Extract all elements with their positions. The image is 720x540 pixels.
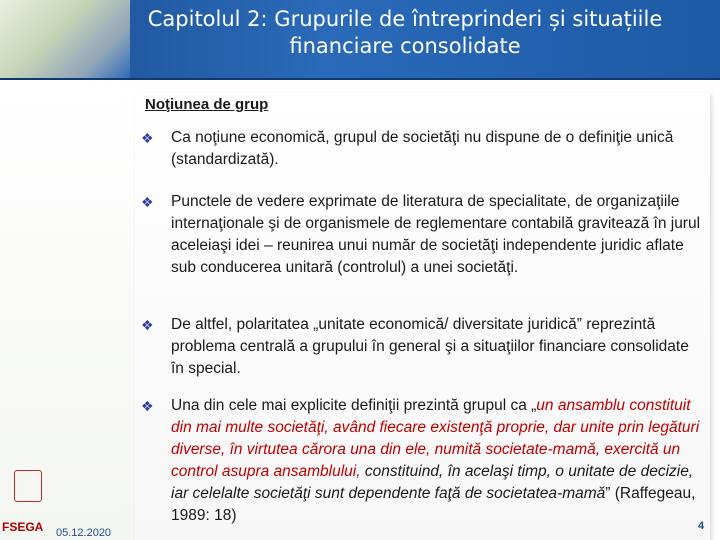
definition-citation: ” (Raffegeau, 1989: 18) xyxy=(171,485,696,524)
section-subtitle: Noţiunea de grup xyxy=(145,96,269,113)
bullet-item-1 xyxy=(141,127,701,171)
bullet-text-2: Punctele de vedere exprimate de literatura de specialitate, de organizaţiile internaţionale şi de organismele de reglementare contabilă gravitează în jurul aceleiaşi idei – reunirea unui număr de societăţi independente juridic aflate sub conducerea unitară (controlul) a unei societăţi. xyxy=(171,193,701,276)
bullet-item-2 xyxy=(141,191,701,279)
diamond-bullet-icon: ❖ xyxy=(141,398,154,414)
diamond-bullet-icon: ❖ xyxy=(141,130,154,146)
slide-header xyxy=(0,0,720,80)
bullet-text-1: Ca noţiune economică, grupul de societăţi nu dispune de o definiţie unică (standardizată). xyxy=(171,129,674,168)
definition-lead: Una din cele mai explicite definiţii prezintă grupul ca „ xyxy=(171,397,537,414)
bullet-text-3: De altfel, polaritatea „unitate economică/ diversitate juridică” reprezintă problema centrală a grupului în general şi a situaţiilor financiare consolidate în special. xyxy=(171,316,689,377)
bullet-text-4 xyxy=(141,395,701,527)
logo-label: FSEGA xyxy=(2,520,44,534)
content-panel xyxy=(135,93,710,540)
diamond-bullet-icon: ❖ xyxy=(141,194,154,210)
bullet-item-4 xyxy=(141,395,701,527)
header-divider xyxy=(0,78,720,80)
slide-title: Capitolul 2: Grupurile de întreprinderi și situațiile financiare consolidate xyxy=(147,7,663,58)
logo-emblem xyxy=(14,470,42,502)
definition-quote-dark: constituind, în acelaşi timp, o unitate de decizie, iar celelalte societăţi sunt dependente faţă de societatea-mamă xyxy=(171,463,694,502)
fsega-logo xyxy=(2,470,50,536)
definition-quote-red: un ansamblu constituit din mai multe societăţi, având fiecare existenţă proprie, dar unite prin legături diverse, în virtutea cărora una din ele, numită societate-mamă, exercită un control asupra ansamblului, xyxy=(171,397,700,480)
page-number: 4 xyxy=(698,520,705,532)
diamond-bullet-icon: ❖ xyxy=(141,317,154,333)
bullet-item-3 xyxy=(141,314,701,380)
slide-date: 05.12.2020 xyxy=(56,527,112,539)
